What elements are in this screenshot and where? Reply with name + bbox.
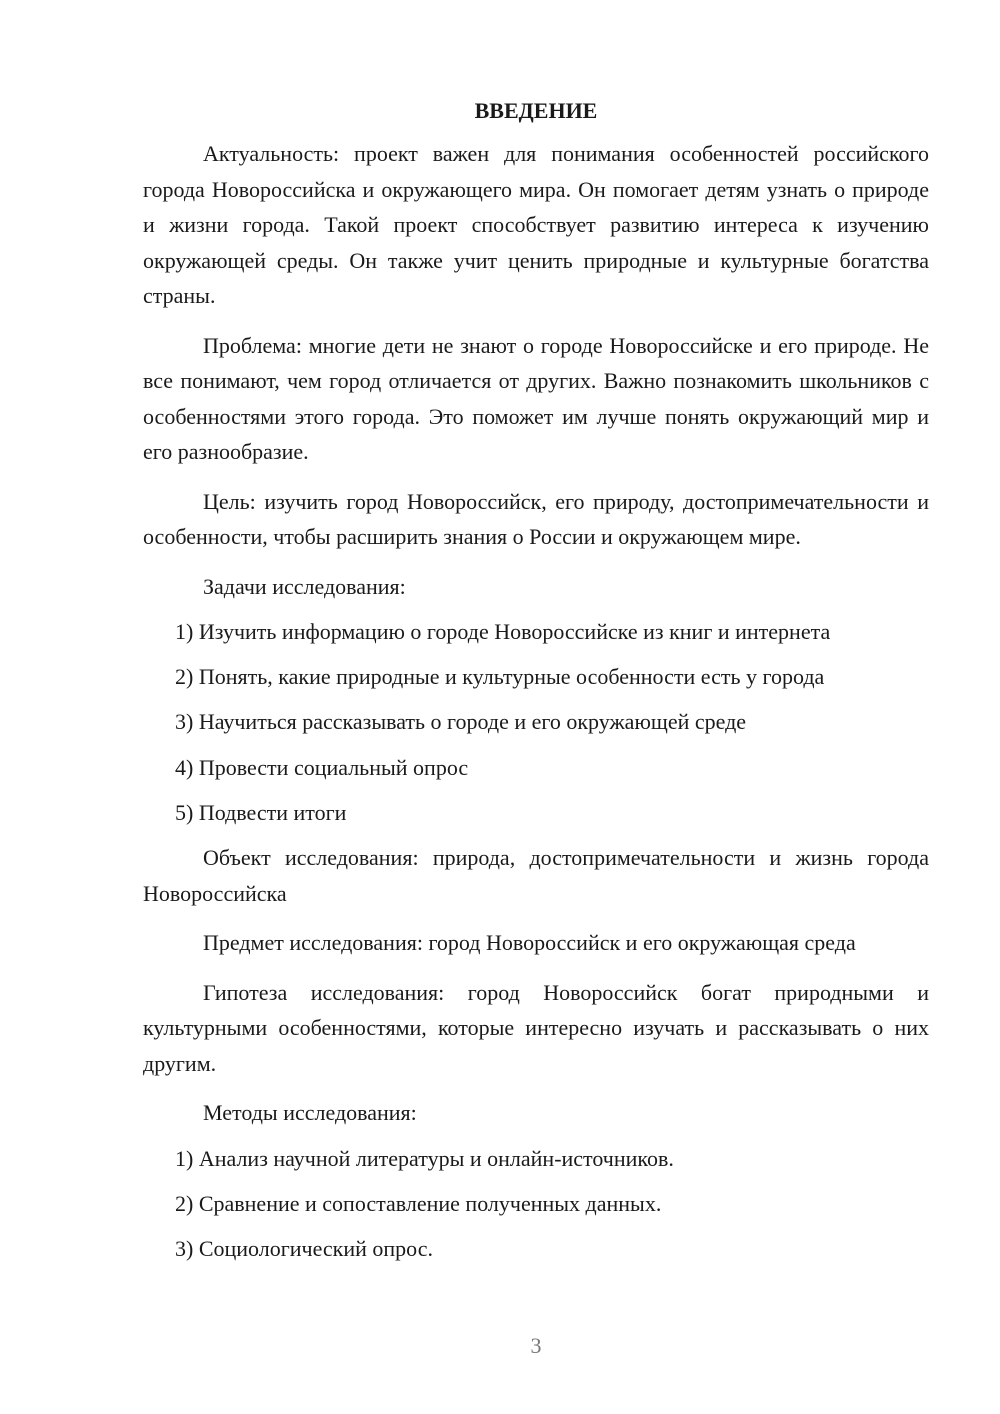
tasks-label: Задачи исследования: <box>203 573 406 599</box>
list-item: 1) Анализ научной литературы и онлайн-источников. <box>175 1145 674 1171</box>
list-item: 3) Научиться рассказывать о городе и его окружающей среде <box>175 709 747 735</box>
list-item: 4) Провести социальный опрос <box>175 754 469 780</box>
page-number: 3 <box>530 1333 542 1358</box>
hypothesis-paragraph: Гипотеза исследования: город Новороссийск богат природными и культурными особенностями, которые интересно изучать и рассказывать о них другим. <box>143 979 929 1076</box>
tasks-list <box>143 614 929 831</box>
list-item: 5) Подвести итоги <box>175 799 347 825</box>
goal-paragraph: Цель: изучить город Новороссийск, его природу, достопримечательности и особенности, чтобы расширить знания о России и окружающем мире. <box>143 488 929 549</box>
methods-label: Методы исследования: <box>203 1100 417 1126</box>
relevance-paragraph: Актуальность: проект важен для понимания особенностей российского города Новороссийска и окружающего мира. Он помогает детям узнать о природе и жизни города. Такой проект способствует развитию интереса к изучению окружающей среды. Он также учит ценить природные и культурные богатства страны. <box>143 141 929 308</box>
subject-paragraph: Предмет исследования: город Новороссийск и его окружающая среда <box>203 930 856 956</box>
document-page <box>143 96 929 1267</box>
list-item: 1) Изучить информацию о городе Новороссийске из книг и интернета <box>175 618 831 644</box>
methods-list <box>143 1141 929 1267</box>
list-item: 3) Социологический опрос. <box>175 1236 433 1262</box>
section-heading: ВВЕДЕНИЕ <box>474 98 598 123</box>
object-paragraph: Объект исследования: природа, достопримечательности и жизнь города Новороссийска <box>143 845 929 906</box>
problem-paragraph: Проблема: многие дети не знают о городе Новороссийске и его природе. Не все понимают, чем город отличается от других. Важно познакомить школьников с особенностями этого города. Это поможет им лучше понять окружающий мир и его разнообразие. <box>143 332 929 464</box>
list-item: 2) Понять, какие природные и культурные особенности есть у города <box>175 664 825 690</box>
list-item: 2) Сравнение и сопоставление полученных данных. <box>175 1190 662 1216</box>
